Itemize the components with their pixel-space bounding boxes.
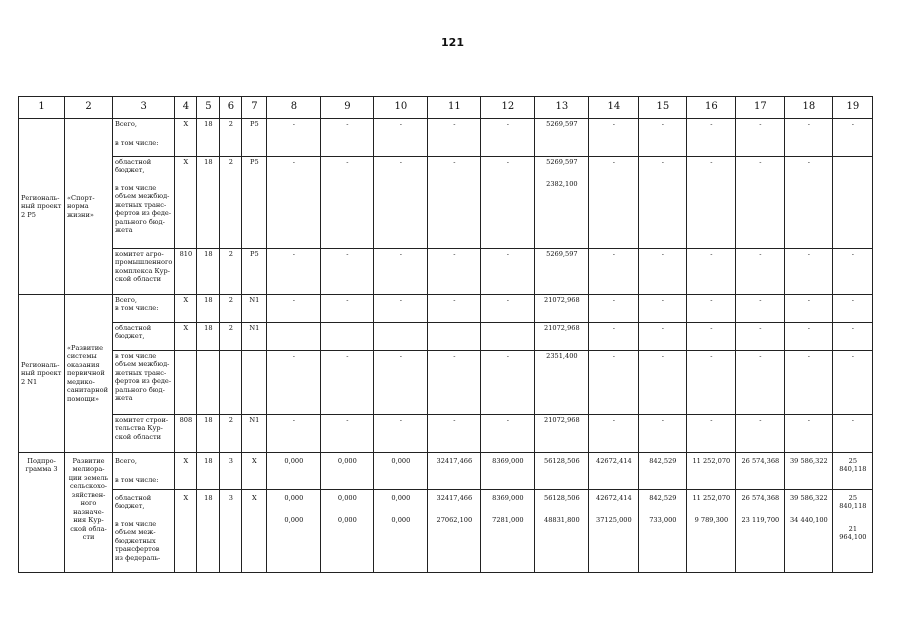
value-federal: 0,000 — [391, 516, 411, 525]
value-cell: - — [785, 295, 833, 323]
header-cell: 1 — [19, 97, 65, 119]
value-cell: 0,000 — [374, 453, 428, 490]
value-cell — [785, 490, 833, 573]
value-cell: - — [321, 119, 374, 157]
value-cell — [197, 351, 220, 415]
value-cell: 808 — [175, 415, 197, 453]
value-cell — [267, 490, 321, 573]
value-cell: 2 — [220, 415, 242, 453]
source-label: областной бюджет, — [115, 494, 152, 511]
value-federal: 21 964,100 — [839, 524, 867, 542]
value-cell: 18 — [197, 119, 220, 157]
value-total: 39 586,322 — [789, 494, 828, 502]
value-cell — [175, 351, 197, 415]
value-federal: 9 789,300 — [694, 516, 729, 525]
value-total: 842,529 — [649, 494, 677, 502]
value-cell: 18 — [197, 490, 220, 573]
value-cell — [321, 323, 374, 351]
source-sublabel: в том числе объем межбюд- жетных транс- фертов из феде- рального бюд- жета — [115, 183, 172, 235]
value-cell: 42672,414 — [589, 453, 639, 490]
value-cell — [833, 157, 873, 249]
header-cell: 3 — [113, 97, 175, 119]
header-cell: 14 — [589, 97, 639, 119]
source-cell — [113, 119, 175, 157]
value-cell: - — [589, 249, 639, 295]
value-cell: - — [639, 119, 687, 157]
value-cell: - — [736, 119, 785, 157]
value-cell — [481, 490, 535, 573]
value-cell: - — [428, 351, 481, 415]
value-cell: - — [589, 157, 639, 249]
value-cell: 11 252,070 — [687, 453, 736, 490]
value-cell: 810 — [175, 249, 197, 295]
value-cell: - — [639, 157, 687, 249]
value-cell: - — [687, 415, 736, 453]
value-cell: 2351,400 — [535, 351, 589, 415]
value-cell: - — [321, 415, 374, 453]
header-cell: 8 — [267, 97, 321, 119]
value-cell — [481, 323, 535, 351]
value-total: 42672,414 — [596, 494, 632, 502]
value-federal: 37125,000 — [596, 516, 632, 525]
value-cell: - — [321, 351, 374, 415]
source-cell: Всего, в том числе: — [113, 295, 175, 323]
value-cell: - — [267, 157, 321, 249]
table-row — [19, 295, 873, 323]
value-cell: 56128,506 — [535, 453, 589, 490]
value-federal: 48831,800 — [544, 516, 580, 525]
value-cell: - — [481, 249, 535, 295]
value-cell: 5269,597 — [535, 119, 589, 157]
table-row — [19, 249, 873, 295]
value-cell: 3 — [220, 490, 242, 573]
value-cell: - — [736, 323, 785, 351]
value-cell: - — [589, 415, 639, 453]
value-cell: - — [687, 119, 736, 157]
value-total: 0,000 — [284, 494, 304, 502]
value-cell: - — [481, 157, 535, 249]
value-cell: - — [481, 295, 535, 323]
value-cell: - — [267, 415, 321, 453]
value-cell — [242, 351, 267, 415]
value-cell — [321, 490, 374, 573]
program-code-cell: Региональ- ный проект 2 N1 — [19, 295, 65, 453]
program-name-cell: «Развитие системы оказания первичной медико- санитарной помощи» — [65, 295, 113, 453]
value-cell: 5269,597 — [535, 249, 589, 295]
source-sublabel: в том числе: — [115, 476, 159, 485]
value-cell: - — [833, 249, 873, 295]
value-federal: 0,000 — [337, 516, 357, 525]
value-cell: - — [267, 295, 321, 323]
value-cell: - — [481, 351, 535, 415]
value-cell: Х — [175, 453, 197, 490]
value-cell: - — [736, 249, 785, 295]
value-cell: - — [785, 415, 833, 453]
header-cell: 10 — [374, 97, 428, 119]
value-cell: - — [785, 119, 833, 157]
value-total: 26 574,368 — [741, 494, 780, 502]
value-cell — [736, 490, 785, 573]
source-cell — [113, 453, 175, 490]
value-cell: 18 — [197, 157, 220, 249]
value-cell: - — [639, 351, 687, 415]
program-code-cell: Подпро- грамма 3 — [19, 453, 65, 573]
source-label: областной бюджет, — [115, 158, 152, 175]
source-sublabel: в том числе: — [115, 139, 159, 148]
table-row — [19, 157, 873, 249]
value-cell: - — [785, 249, 833, 295]
value-total: 5269,597 — [546, 158, 578, 166]
header-cell: 4 — [175, 97, 197, 119]
value-cell: 0,000 — [321, 453, 374, 490]
value-total: 56128,506 — [544, 494, 580, 502]
value-total: 25 840,118 — [839, 494, 867, 511]
value-cell: 2 — [220, 323, 242, 351]
value-total: 32417,466 — [436, 494, 473, 502]
value-cell — [267, 323, 321, 351]
value-cell: - — [374, 351, 428, 415]
value-cell: - — [374, 249, 428, 295]
value-federal: 2382,100 — [546, 180, 578, 189]
source-cell — [113, 490, 175, 573]
value-cell — [535, 157, 589, 249]
value-cell: 21072,968 — [535, 415, 589, 453]
table-row — [19, 119, 873, 157]
value-cell: - — [687, 295, 736, 323]
value-cell: 2 — [220, 157, 242, 249]
value-cell: - — [833, 323, 873, 351]
value-cell: - — [589, 295, 639, 323]
source-cell: в том числе объем межбюд- жетных транс- фертов из феде- рального бюд- жета — [113, 351, 175, 415]
value-cell: - — [267, 351, 321, 415]
value-cell: - — [639, 415, 687, 453]
value-cell — [535, 490, 589, 573]
table-row — [19, 323, 873, 351]
value-cell: Х — [175, 119, 197, 157]
value-cell: 2 — [220, 119, 242, 157]
value-cell: - — [785, 157, 833, 249]
header-cell: 11 — [428, 97, 481, 119]
header-cell: 15 — [639, 97, 687, 119]
program-name-cell: «Спорт- норма жизни» — [65, 119, 113, 295]
value-cell: Х — [242, 453, 267, 490]
value-cell: 32417,466 — [428, 453, 481, 490]
value-cell: N1 — [242, 415, 267, 453]
program-name-cell: Развитие мелиора- ции земель сельскохо- зяйствен- ного назначе- ния Кур- ской обла- сти — [65, 453, 113, 573]
source-sublabel: в том числе объем меж- бюджетных трансфертов из федераль- — [115, 519, 161, 562]
value-cell: - — [428, 119, 481, 157]
value-cell: 25 840,118 — [833, 453, 873, 490]
value-cell: Х — [242, 490, 267, 573]
value-cell: - — [428, 157, 481, 249]
value-cell — [687, 490, 736, 573]
value-cell: Х — [175, 323, 197, 351]
header-cell: 2 — [65, 97, 113, 119]
value-cell: - — [833, 351, 873, 415]
value-cell: Р5 — [242, 157, 267, 249]
value-cell: - — [687, 323, 736, 351]
header-cell: 17 — [736, 97, 785, 119]
value-cell: - — [639, 295, 687, 323]
header-cell: 5 — [197, 97, 220, 119]
value-total: 8369,000 — [492, 494, 524, 502]
value-cell: - — [589, 119, 639, 157]
header-cell: 7 — [242, 97, 267, 119]
value-cell: - — [374, 119, 428, 157]
value-cell: 18 — [197, 453, 220, 490]
value-cell: - — [321, 295, 374, 323]
page-number: 121 — [441, 36, 464, 49]
value-cell: - — [736, 157, 785, 249]
value-cell: - — [833, 295, 873, 323]
value-total: 0,000 — [337, 494, 357, 502]
value-cell: - — [481, 415, 535, 453]
value-cell: 18 — [197, 249, 220, 295]
value-cell: Х — [175, 490, 197, 573]
value-total: 0,000 — [391, 494, 411, 502]
value-cell: - — [321, 249, 374, 295]
value-cell: 18 — [197, 323, 220, 351]
value-cell: Р5 — [242, 249, 267, 295]
value-cell: - — [687, 351, 736, 415]
header-row — [19, 97, 873, 119]
value-cell — [220, 351, 242, 415]
header-cell: 12 — [481, 97, 535, 119]
value-cell: 26 574,368 — [736, 453, 785, 490]
header-cell: 6 — [220, 97, 242, 119]
value-cell: 2 — [220, 295, 242, 323]
value-cell: - — [374, 157, 428, 249]
value-cell: - — [785, 351, 833, 415]
value-federal: 23 119,700 — [741, 516, 780, 525]
value-cell: - — [833, 415, 873, 453]
value-cell: Х — [175, 157, 197, 249]
value-cell: - — [687, 157, 736, 249]
value-cell: - — [321, 157, 374, 249]
value-cell — [833, 490, 873, 573]
source-cell: комитет агро- промышленного комплекса Кур- ской области — [113, 249, 175, 295]
value-cell: - — [374, 415, 428, 453]
value-cell — [374, 323, 428, 351]
header-cell: 9 — [321, 97, 374, 119]
header-cell: 19 — [833, 97, 873, 119]
table-row — [19, 351, 873, 415]
value-cell — [428, 323, 481, 351]
value-cell: - — [428, 295, 481, 323]
value-cell: - — [428, 249, 481, 295]
value-cell: 8369,000 — [481, 453, 535, 490]
value-cell: - — [736, 415, 785, 453]
value-cell: 0,000 — [267, 453, 321, 490]
value-cell: - — [736, 351, 785, 415]
value-cell: - — [481, 119, 535, 157]
value-cell: - — [639, 249, 687, 295]
table-row — [19, 490, 873, 573]
header-cell: 18 — [785, 97, 833, 119]
value-cell: 21072,968 — [535, 323, 589, 351]
program-code-cell: Региональ- ный проект 2 Р5 — [19, 119, 65, 295]
value-cell: 3 — [220, 453, 242, 490]
header-cell: 13 — [535, 97, 589, 119]
value-cell: 21072,968 — [535, 295, 589, 323]
source-label: Всего, — [115, 120, 137, 128]
value-cell: N1 — [242, 323, 267, 351]
value-cell: - — [639, 323, 687, 351]
value-cell: - — [785, 323, 833, 351]
value-cell: N1 — [242, 295, 267, 323]
value-federal: 7281,000 — [492, 516, 524, 525]
source-label: Всего, — [115, 457, 137, 465]
budget-table — [18, 96, 873, 573]
value-federal: 27062,100 — [436, 516, 473, 525]
value-cell: 18 — [197, 295, 220, 323]
value-cell: 842,529 — [639, 453, 687, 490]
value-cell: 39 586,322 — [785, 453, 833, 490]
source-cell: комитет строи- тельства Кур- ской области — [113, 415, 175, 453]
value-cell: Х — [175, 295, 197, 323]
value-federal: 733,000 — [649, 516, 677, 525]
value-cell: - — [267, 119, 321, 157]
value-total: 11 252,070 — [692, 494, 731, 502]
header-cell: 16 — [687, 97, 736, 119]
value-cell — [374, 490, 428, 573]
table-row — [19, 415, 873, 453]
value-cell: - — [736, 295, 785, 323]
value-cell — [428, 490, 481, 573]
value-cell: 18 — [197, 415, 220, 453]
value-cell: - — [374, 295, 428, 323]
value-federal: 34 440,100 — [789, 516, 828, 525]
table-row — [19, 453, 873, 490]
value-cell — [639, 490, 687, 573]
value-cell: - — [687, 249, 736, 295]
value-cell: - — [589, 323, 639, 351]
value-federal: 0,000 — [284, 516, 304, 525]
value-cell: - — [833, 119, 873, 157]
value-cell — [589, 490, 639, 573]
value-cell: 2 — [220, 249, 242, 295]
source-cell — [113, 157, 175, 249]
value-cell: - — [267, 249, 321, 295]
value-cell: - — [589, 351, 639, 415]
source-cell: областной бюджет, — [113, 323, 175, 351]
value-cell: Р5 — [242, 119, 267, 157]
value-cell: - — [428, 415, 481, 453]
